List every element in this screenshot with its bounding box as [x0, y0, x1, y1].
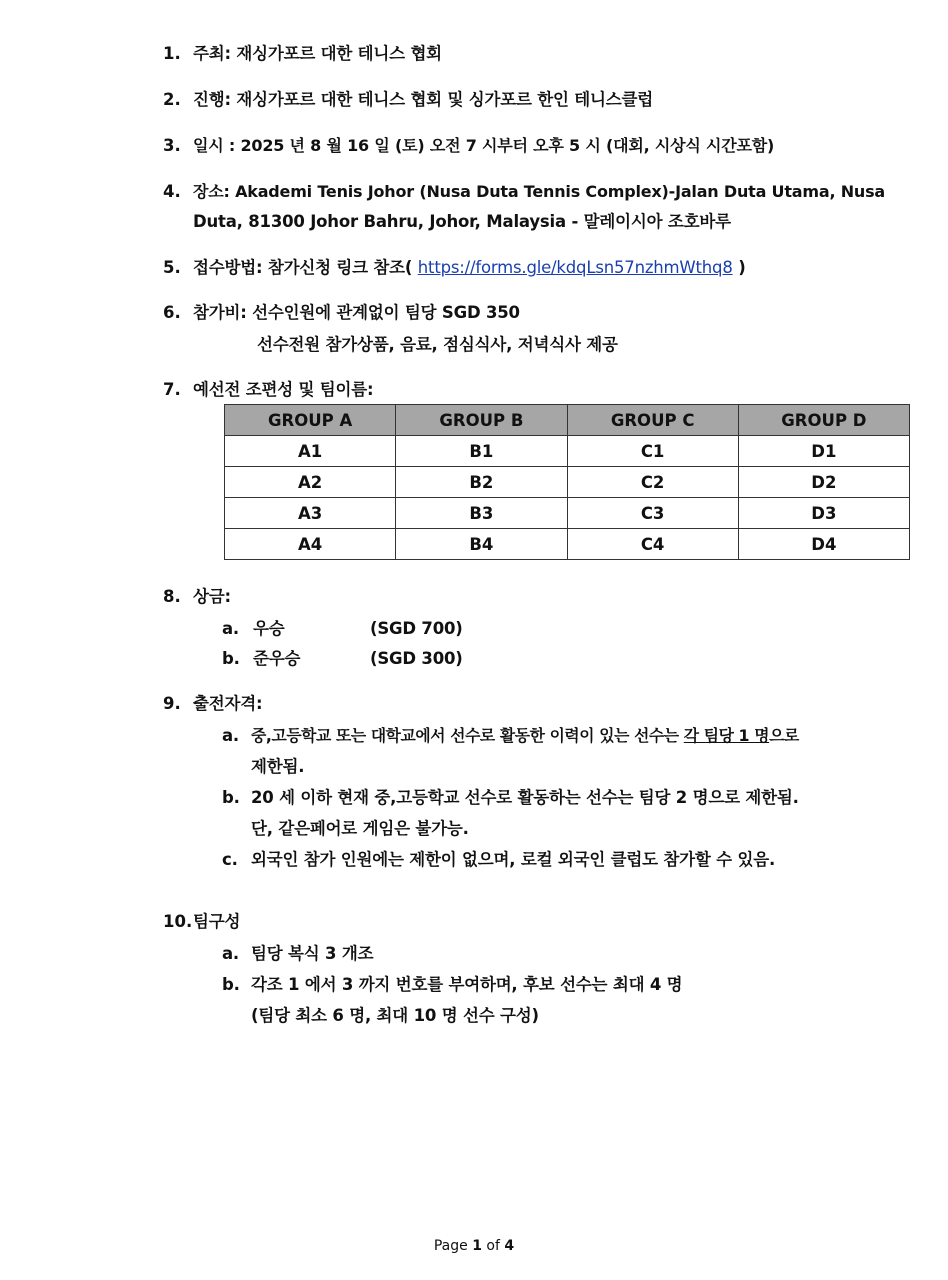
item-4-line-2: Duta, 81300 Johor Bahru, Johor, Malaysia - 말레이시아 조호바루: [193, 212, 731, 231]
table-cell: B3: [396, 498, 567, 529]
item-5-number: 5.: [163, 258, 181, 277]
item-6-number: 6.: [163, 303, 181, 322]
table-cell: C1: [567, 436, 738, 467]
table-cell: C3: [567, 498, 738, 529]
prize-b-amount: (SGD 300): [370, 649, 463, 668]
footer-of-label: of: [486, 1238, 500, 1254]
item-7-text: 예선전 조편성 및 팀이름:: [193, 380, 374, 399]
item-10b-line-2: (팀당 최소 6 명, 최대 10 명 선수 구성): [251, 1006, 539, 1025]
item-9a-letter: a.: [222, 726, 240, 745]
table-cell: A1: [225, 436, 396, 467]
item-9a-underlined: 각 팀당 1 명: [683, 726, 770, 745]
item-2-text: 진행: 재싱가포르 대한 테니스 협회 및 싱가포르 한인 테니스클럽: [193, 90, 653, 109]
item-10-number: 10.: [163, 912, 193, 931]
item-9c-letter: c.: [222, 850, 238, 869]
table-cell: C2: [567, 467, 738, 498]
footer-current-page: 1: [472, 1238, 482, 1254]
item-9-number: 9.: [163, 694, 181, 713]
item-9-text: 출전자격:: [193, 694, 263, 713]
item-10-text: 팀구성: [193, 912, 241, 931]
item-2-number: 2.: [163, 90, 181, 109]
item-10b-line-1: 각조 1 에서 3 까지 번호를 부여하며, 후보 선수는 최대 4 명: [251, 975, 683, 994]
item-9a-pre: 중,고등학교 또는 대학교에서 선수로 활동한 이력이 있는 선수는: [251, 726, 684, 745]
item-9a-post: 으로: [769, 726, 799, 745]
prize-a-letter: a.: [222, 619, 240, 638]
item-6-line-2: 선수전원 참가상품, 음료, 점심식사, 저녁식사 제공: [257, 335, 618, 354]
prize-b-letter: b.: [222, 649, 240, 668]
item-9b-line-2: 단, 같은페어로 게임은 불가능.: [251, 819, 469, 838]
footer-total-pages: 4: [504, 1238, 515, 1254]
table-cell: B2: [396, 467, 567, 498]
prize-b-label: 준우승: [253, 649, 301, 668]
table-cell: D1: [738, 436, 909, 467]
group-table: [224, 404, 910, 560]
table-cell: B1: [396, 436, 567, 467]
table-cell: D2: [738, 467, 909, 498]
item-10b-letter: b.: [222, 975, 240, 994]
item-1-number: 1.: [163, 44, 181, 63]
item-9a-line-1: [251, 725, 799, 747]
table-row: [225, 498, 910, 529]
page-footer: [0, 1238, 948, 1254]
table-cell: D3: [738, 498, 909, 529]
table-header-cell: GROUP C: [567, 405, 738, 436]
item-10a-letter: a.: [222, 944, 240, 963]
table-cell: B4: [396, 529, 567, 560]
item-5-suffix: ): [738, 258, 746, 277]
table-header-cell: GROUP D: [738, 405, 909, 436]
table-row: [225, 436, 910, 467]
item-8-number: 8.: [163, 587, 181, 606]
table-header-cell: GROUP A: [225, 405, 396, 436]
table-header-cell: GROUP B: [396, 405, 567, 436]
item-5-line: [193, 257, 746, 279]
item-9c-line-1: 외국인 참가 인원에는 제한이 없으며, 로컬 외국인 클럽도 참가할 수 있음.: [251, 850, 776, 869]
table-cell: D4: [738, 529, 909, 560]
item-3-number: 3.: [163, 136, 181, 155]
item-7-number: 7.: [163, 380, 181, 399]
table-cell: A2: [225, 467, 396, 498]
table-header-row: [225, 405, 910, 436]
table-cell: A4: [225, 529, 396, 560]
prize-a-amount: (SGD 700): [370, 619, 463, 638]
item-4-line-1: 장소: Akademi Tenis Johor (Nusa Duta Tennis Complex)-Jalan Duta Utama, Nusa: [193, 182, 886, 201]
item-5-prefix: 접수방법: 참가신청 링크 참조(: [193, 258, 413, 277]
item-1-text: 주최: 재싱가포르 대한 테니스 협회: [193, 44, 442, 63]
item-9b-line-1: 20 세 이하 현재 중,고등학교 선수로 활동하는 선수는 팀당 2 명으로 제한됨.: [251, 788, 799, 807]
table-row: [225, 529, 910, 560]
item-10a-line-1: 팀당 복식 3 개조: [251, 944, 374, 963]
footer-page-label: Page: [433, 1238, 468, 1254]
item-9a-line-2: 제한됨.: [251, 757, 305, 776]
item-8-text: 상금:: [193, 587, 231, 606]
item-3-text: 일시 : 2025 년 8 월 16 일 (토) 오전 7 시부터 오후 5 시 (대회, 시상식 시간포함): [193, 136, 775, 155]
registration-link[interactable]: https://forms.gle/kdqLsn57nzhmWthq8: [417, 258, 733, 277]
item-9b-letter: b.: [222, 788, 240, 807]
table-cell: C4: [567, 529, 738, 560]
item-4-number: 4.: [163, 182, 181, 201]
item-6-line-1: 참가비: 선수인원에 관계없이 팀당 SGD 350: [193, 303, 520, 322]
table-row: [225, 467, 910, 498]
prize-a-label: 우승: [253, 619, 285, 638]
table-cell: A3: [225, 498, 396, 529]
